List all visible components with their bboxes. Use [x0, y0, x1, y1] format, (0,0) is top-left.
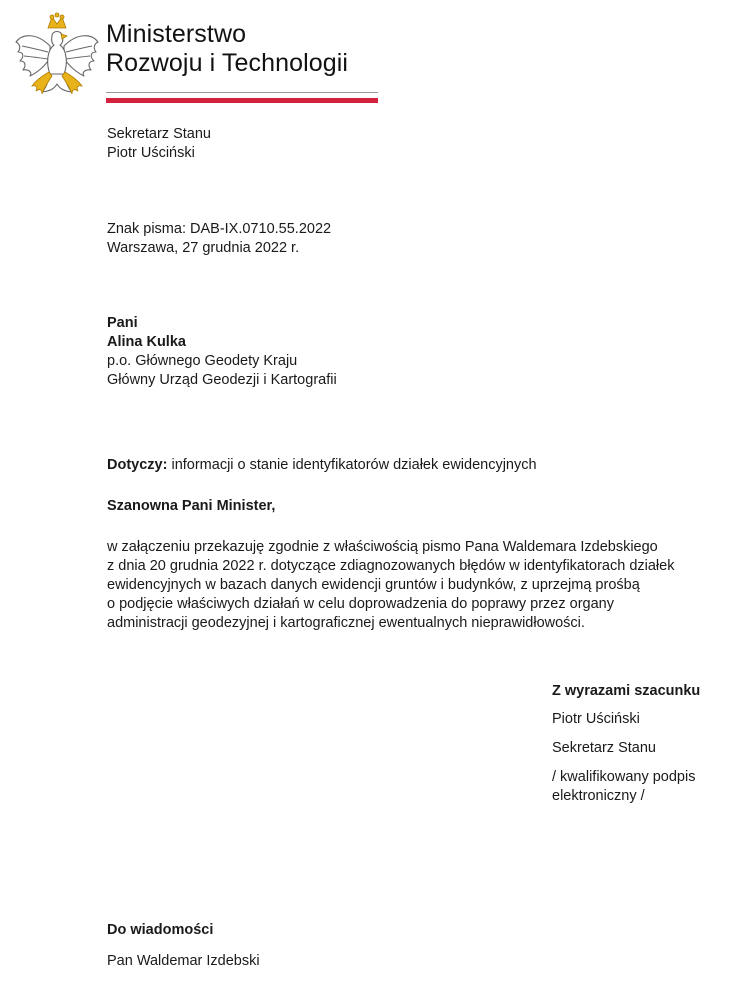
- subject-label: Dotyczy:: [107, 457, 168, 473]
- greeting: Szanowna Pani Minister,: [107, 498, 276, 514]
- sender-title: Sekretarz Stanu: [107, 126, 211, 142]
- sender-name: Piotr Uściński: [107, 145, 195, 161]
- sender-block: [107, 125, 211, 163]
- body-line: z dnia 20 grudnia 2022 r. dotyczące zdiagnozowanych błędów w identyfikatorach działek: [107, 558, 675, 574]
- header-red-rule: [106, 98, 378, 103]
- signature-title: Sekretarz Stanu: [552, 740, 656, 756]
- recipient-position: p.o. Głównego Geodety Kraju: [107, 353, 298, 369]
- recipient-name: Alina Kulka: [107, 334, 186, 350]
- ministry-name-line2: Rozwoju i Technologii: [106, 49, 349, 77]
- body-line: administracji geodezyjnej i kartograficznej ewentualnych nieprawidłowości.: [107, 615, 585, 631]
- reference-block: [107, 220, 331, 258]
- ministry-name: [106, 20, 348, 78]
- cc-label: Do wiadomości: [107, 922, 214, 938]
- recipient-salutation: Pani: [107, 315, 138, 331]
- recipient-office: Główny Urząd Geodezji i Kartografii: [107, 372, 337, 388]
- subject-text: informacji o stanie identyfikatorów działek ewidencyjnych: [171, 457, 537, 473]
- cc-recipient: Pan Waldemar Izdebski: [107, 953, 260, 969]
- ministry-name-line1: Ministerstwo: [106, 20, 247, 48]
- body-line: w załączeniu przekazuję zgodnie z właściwością pismo Pana Waldemara Izdebskiego: [107, 539, 658, 555]
- polish-white-eagle-emblem-icon: [12, 12, 102, 104]
- signature-note-line1: / kwalifikowany podpis: [552, 769, 696, 785]
- recipient-block: [107, 314, 337, 390]
- body-line: ewidencyjnych w bazach danych ewidencji gruntów i budynków, z uprzejmą prośbą: [107, 577, 640, 593]
- signature-name: Piotr Uściński: [552, 711, 640, 727]
- header-gray-rule: [106, 92, 378, 93]
- place-date: Warszawa, 27 grudnia 2022 r.: [107, 240, 300, 256]
- letter-body: [107, 538, 707, 633]
- signature-closing: Z wyrazami szacunku: [552, 683, 701, 699]
- signature-note: [552, 768, 695, 806]
- subject-line: [107, 456, 537, 475]
- reference-number: Znak pisma: DAB-IX.0710.55.2022: [107, 221, 332, 237]
- body-line: o podjęcie właściwych działań w celu doprowadzenia do poprawy przez organy: [107, 596, 614, 612]
- signature-note-line2: elektroniczny /: [552, 788, 645, 804]
